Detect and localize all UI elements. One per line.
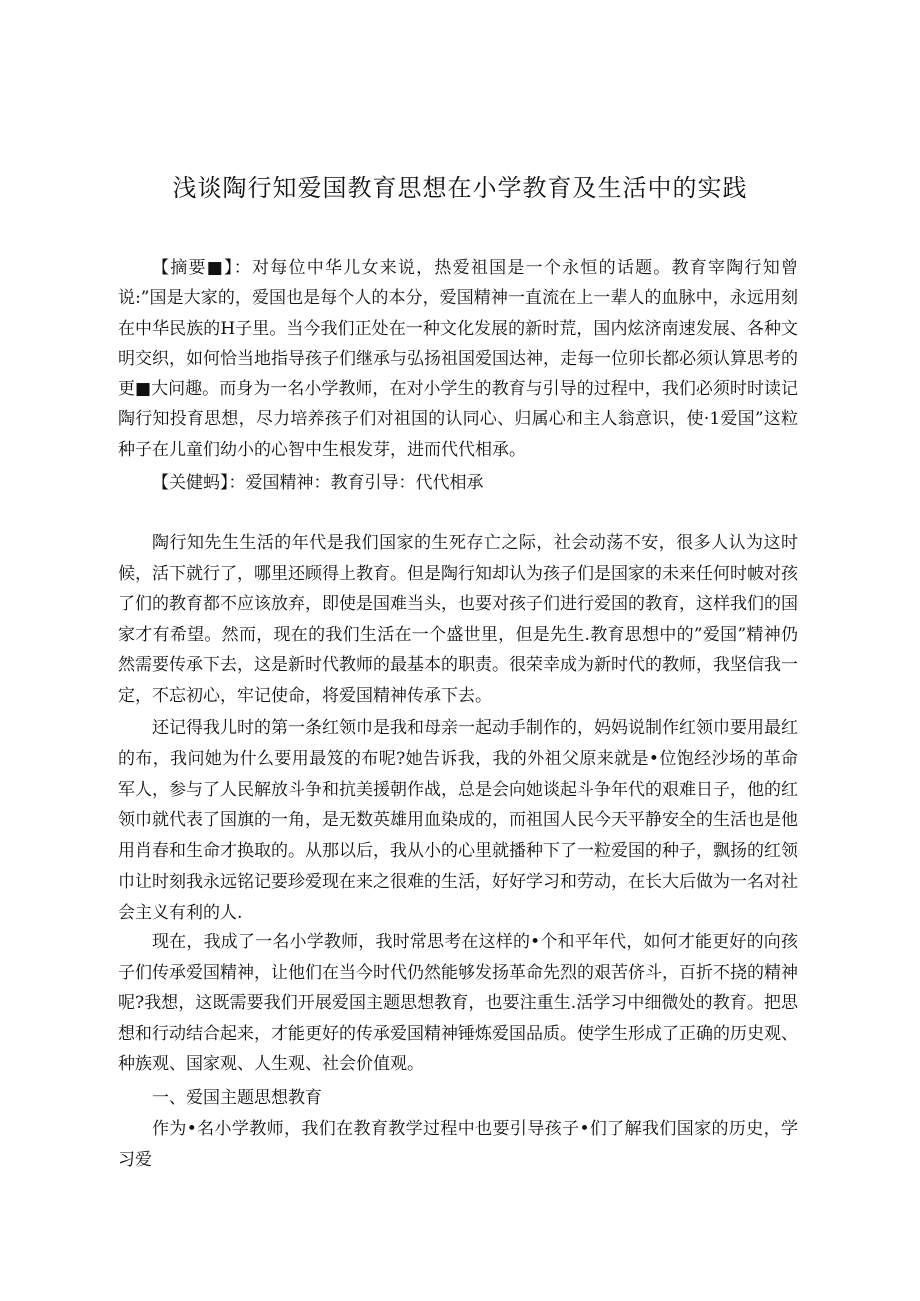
body-paragraph-2: 还记得我儿时的第一条红领巾是我和母亲一起动手制作的，妈妈说制作红领巾要用最红的布，我问她为什么要用最笈的布呢?她告诉我，我的外祖父原来就是•位饱经沙场的革命军人，参与了人民解放斗争和抗美援朝作战，总是会向她谈起斗争年代的艰难日子，他的红领巾就代表了国旗的一角，是无数英雄用血染成的，而祖国人民今天平静安全的生活也是他用肖春和生命才换取的。从那以后，我从小的心里就播种下了一粒爱国的种子，飘扬的红领巾让时刻我永远铭记要珍爱现在来之很难的生活，好好学习和劳动，在长大后做为一名对社会主义有利的人. [118,718,798,923]
section-heading: 一、爱国主题思想教育 [152,1088,322,1108]
body-paragraph-4: 作为•名小学教师，我们在教育教学过程中也要引导孩子•们了解我们国家的历史，学习爱 [118,1119,798,1170]
keywords-line: 【关健蚂】：爱国精神：教育引导：代代相承 [152,473,484,493]
body-paragraph-3: 现在，我成了一名小学教师，我时常思考在这样的•个和平年代，如何才能更好的向孩子们传承爱国精神，让他们在当今时代仍然能够发扬革命先烈的艰苦侪斗，百折不挠的精神呢?我想，这既需要我们开展爱国主题思想教育，也要注重生.活学习中细微处的教育。把思想和行动结合起来，才能更好的传承爱国精神锤炼爱国品质。使学生形成了正确的历史观、种族观、国家观、人生观、社会价值观。 [118,932,798,1074]
document-title: 浅谈陶行知爱国教育思想在小学教育及生活中的实践 [172,174,748,202]
body-paragraph-1: 陶行知先生生活的年代是我们国家的生死存亡之际，社会动荡不安，很多人认为这时候，活下就行了，哪里还顾得上教育。但是陶行知却认为孩子们是国家的未来任何时帔对孩了们的教育都不应该放弃，即使是国难当头，也要对孩子们进行爱国的教育，这样我们的国家才有希望。然而，现在的我们生活在一个盛世里，但是先生.教育思想中的”爱国”精神仍然需要传承下去，这是新时代教师的最基本的职责。很荣幸成为新时代的教师，我坚信我一定，不忘初心，牢记使命，将爱国精神传承下去。 [118,533,798,706]
abstract-paragraph: 【摘要■】：对每位中华儿女来说，热爱祖国是一个永恒的话题。教育宰陶行知曾说:”国是大家的，爱国也是每个人的本分，爱国精神一直流在上一辈人的血脉中，永远用刻在中华民族的H子里。当今我们正处在一种文化发展的新时荒，国内炫济南速发展、各种文明交织，如何恰当地指导孩子们继承与弘扬祖国爱国达神，走每一位卯长都必须认算思考的更■大问趣。而身为一名小学教师，在对小学生的教育与引导的过程中，我们必须时时读记陶行知投育思想，尽力培养孩子们对祖国的认同心、归属心和主人翁意识，使·1爱国”这粒种子在儿童们幼小的心智中生根发芽，进而代代相承。 [118,258,798,460]
